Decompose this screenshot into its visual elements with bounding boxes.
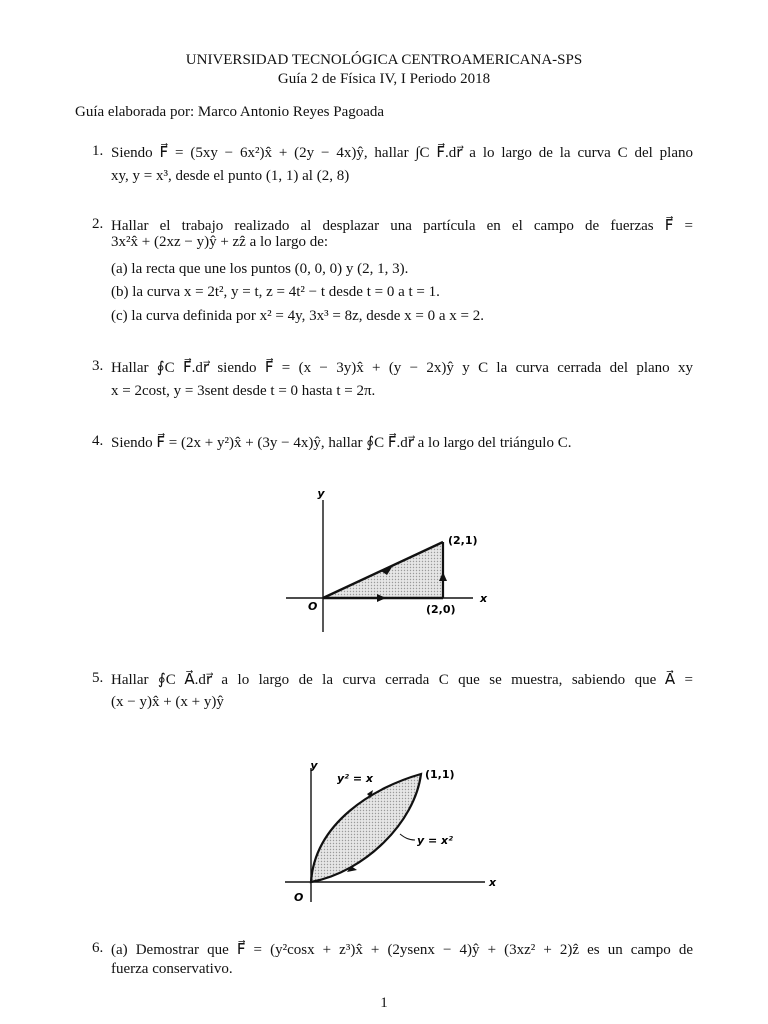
problem-text-line: 3x²x̂ + (2xz − y)ŷ + zẑ a lo largo de:: [111, 234, 329, 250]
point-label: (2,1): [448, 534, 478, 547]
problem-text-line: (x − y)x̂ + (x + y)ŷ: [111, 694, 224, 710]
problem-number: 2.: [92, 216, 104, 232]
institution-title: UNIVERSIDAD TECNOLÓGICA CENTROAMERICANA-SPS: [185, 52, 583, 68]
problem-text-line: x = 2cost, y = 3sent desde t = 0 hasta t = 2π.: [111, 383, 376, 399]
problem-text-line: (a) Demostrar que F⃗ = (y²cosx + z³)x̂ + (2ysenx − 4)ŷ + (3xz² + 2)ẑ es un campo de: [111, 942, 693, 958]
x-axis-label: x: [489, 876, 497, 889]
problem-text-line: Siendo F⃗ = (2x + y²)x̂ + (3y − 4x)ŷ, hallar ∮C F⃗.dr⃗ a lo largo del triángulo C.: [111, 435, 572, 451]
problem-part: (c) la curva definida por x² = 4y, 3x³ = 8z, desde x = 0 a x = 2.: [111, 308, 485, 324]
problem-number: 3.: [92, 358, 104, 374]
origin-label: O: [294, 891, 304, 904]
y-axis-label: y: [317, 487, 325, 500]
triangle-figure: [268, 482, 500, 642]
problem-part: (b) la curva x = 2t², y = t, z = 4t² − t desde t = 0 a t = 1.: [111, 284, 440, 300]
curve-label: y² = x: [337, 772, 373, 785]
problem-text-line: Hallar ∮C A⃗.dr⃗ a lo largo de la curva cerrada C que se muestra, sabiendo que A⃗ =: [111, 672, 693, 688]
problem-number: 5.: [92, 670, 104, 686]
point-label: (1,1): [425, 768, 455, 781]
problem-text-line: Hallar ∮C F⃗.dr⃗ siendo F⃗ = (x − 3y)x̂ + (y − 2x)ŷ y C la curva cerrada del plano xy: [111, 360, 693, 376]
problem-number: 1.: [92, 143, 104, 159]
curve-label: y = x²: [417, 834, 453, 847]
x-axis-label: x: [480, 592, 488, 605]
problem-text-line: fuerza conservativo.: [111, 961, 233, 977]
page-number: 1: [380, 995, 388, 1011]
problem-part: (a) la recta que une los puntos (0, 0, 0) y (2, 1, 3).: [111, 261, 409, 277]
closed-curve-figure: [275, 752, 500, 910]
problem-number: 4.: [92, 433, 104, 449]
author-line: Guía elaborada por: Marco Antonio Reyes Pagoada: [75, 104, 385, 120]
problem-text-line: Hallar el trabajo realizado al desplazar una partícula en el campo de fuerzas F⃗ =: [111, 218, 693, 234]
problem-text-line: Siendo F⃗ = (5xy − 6x²)x̂ + (2y − 4x)ŷ, hallar ∫C F⃗.dr⃗ a lo largo de la curva C del plano: [111, 145, 693, 161]
problem-text-line: xy, y = x³, desde el punto (1, 1) al (2, 8): [111, 168, 350, 184]
point-label: (2,0): [426, 603, 456, 616]
problem-number: 6.: [92, 940, 104, 956]
y-axis-label: y: [310, 759, 318, 772]
origin-label: O: [308, 600, 318, 613]
guide-subtitle: Guía 2 de Física IV, I Periodo 2018: [277, 71, 491, 87]
